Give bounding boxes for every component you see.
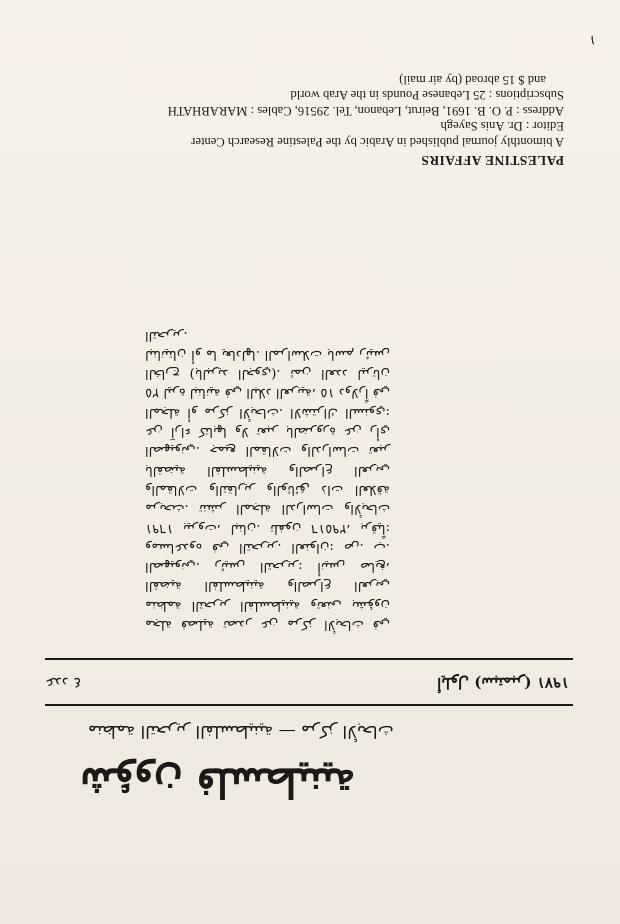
arabic-imprint-text [145,325,390,634]
page-number: ١ [589,33,596,48]
english-line-abroad: and $ 15 abroad (by air mail) [399,72,546,87]
english-line-description: A bimonthly journal published in Arabic by the Palestine Research Center [191,134,564,149]
english-line-subscriptions: Subscriptions : 25 Lebanese Pounds in the Arab world [290,88,564,103]
english-line-editor: Editor : Dr. Anis Sayegh [440,119,564,134]
journal-title: شؤون فلسطينية [80,759,356,806]
issue-number: عدد ٤ [45,674,82,692]
issue-date: أيلول (سبتمبر) ١٩٧١ [437,674,569,692]
english-line-address: Address : P. O. B. 1691, Beirut, Lebanon, Tel. 29516, Cables : MARABHATH [167,103,564,118]
masthead [60,721,570,806]
issue-bar [45,658,573,706]
english-title: PALESTINE AFFAIRS [420,153,564,168]
english-imprint [49,72,564,168]
arabic-paragraph: مجلة فصلية تصدر عن مركز الأبحاث في منظمة التحرير الفلسطينية وتعنى بشؤون القضية الفلسطينية والصراع العربي الصهيوني. رئيس التحرير: أنيس صايغ، ومساعدوه في التحرير. العنوان: ص. ب. ١٦٩١ بيروت، لبنان. تلفون ٢٩٥١٦، برقياً: مربحث. تنشر المجلة الدراسات والأبحاث والمقالات والتقارير والوثائق ذات العلاقة بالقضية الفلسطينية والصراع العربي الصهيوني. جميع المقالات والدراسات تعبر عن آراء كتابها ولا تعبر بالضرورة عن رأي المجلة أو مركز الأبحاث. الاشتراك السنوي: ٢٥ ليرة لبنانية في البلاد العربية، ١٥ دولاراً في الخارج (بالبريد الجوي). ثمن العدد ليرتان لبنانيتان أو ما يعادلها. المراسلات باسم رئيس التحرير. [144,327,390,632]
journal-subtitle: منظمة التحرير الفلسطينية — مركز الأبحاث [88,721,394,741]
